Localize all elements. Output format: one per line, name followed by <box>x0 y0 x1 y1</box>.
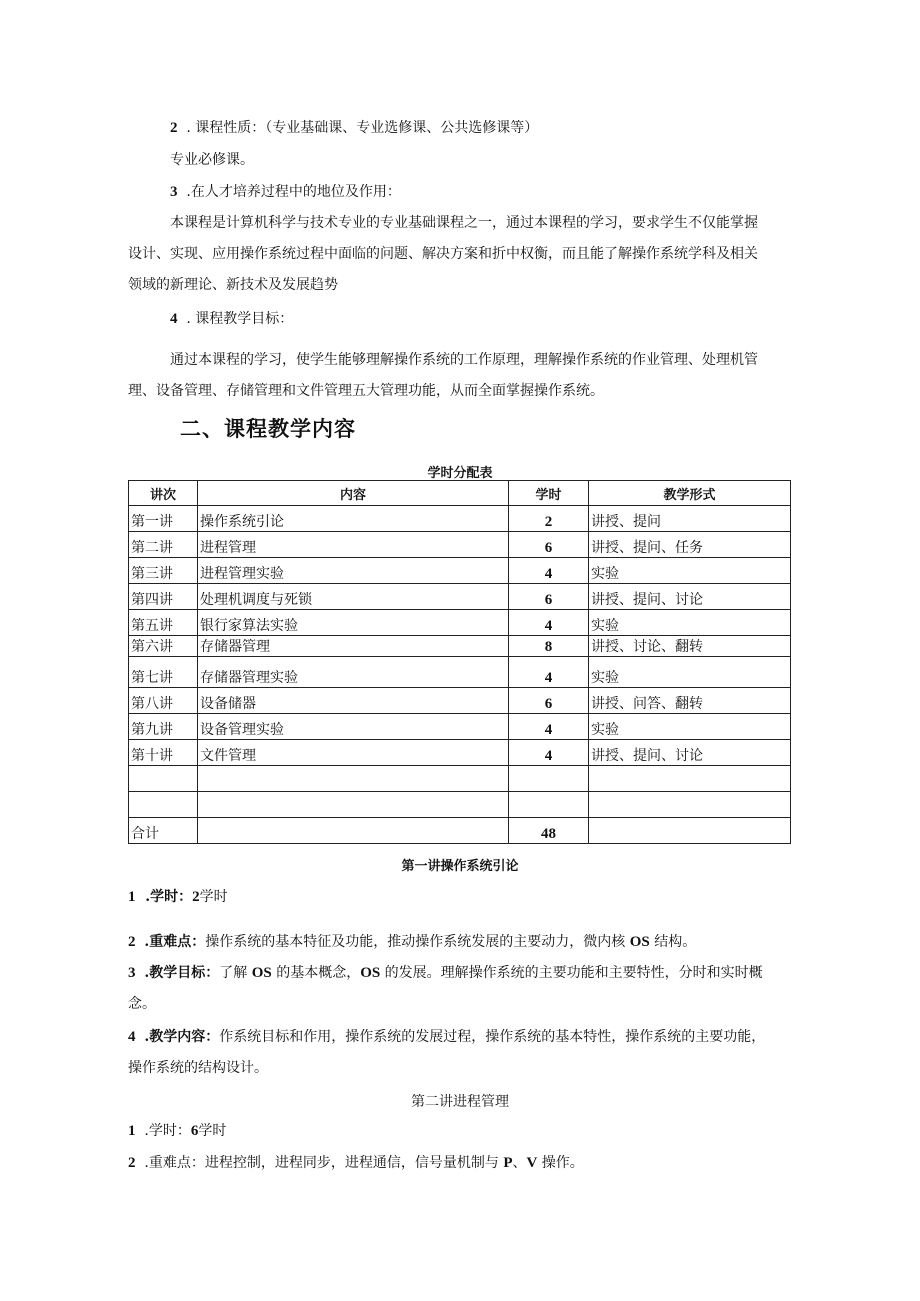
cell-hours: 4 <box>509 558 589 584</box>
cell-lecture <box>129 792 198 818</box>
cell-lecture: 第四讲 <box>129 584 198 610</box>
table-row <box>129 558 791 584</box>
table-row <box>129 636 791 657</box>
table-row <box>129 688 791 714</box>
lecture1-key-points: 2 .重难点：操作系统的基本特征及功能，推动操作系统发展的主要动力，微内核 OS 结构。 <box>128 934 697 950</box>
item-number: 4 <box>170 311 178 327</box>
course-goal-line <box>170 309 293 329</box>
section-heading: 二、课程教学内容 <box>180 417 356 441</box>
course-role-line <box>170 182 401 202</box>
table-row <box>129 584 791 610</box>
cell-teaching-form: 讲授、提问、讨论 <box>589 584 791 610</box>
cell-hours: 2 <box>509 506 589 532</box>
cell-hours: 6 <box>509 688 589 714</box>
cell-content: 存储器管理实验 <box>198 657 509 688</box>
cell-teaching-form: 讲授、提问、任务 <box>589 532 791 558</box>
lecture1-objectives-cont: 念。 <box>128 996 156 1012</box>
table-row <box>129 657 791 688</box>
cell-lecture: 第二讲 <box>129 532 198 558</box>
table-row <box>129 818 791 844</box>
lecture2-hours: 1 .学时：6学时 <box>128 1123 227 1139</box>
course-nature-line <box>170 118 538 138</box>
cell-content: 操作系统引论 <box>198 506 509 532</box>
lecture1-title: 第一讲操作系统引论 <box>401 859 519 874</box>
header-content: 内容 <box>198 481 509 506</box>
hours-allocation-table <box>128 480 791 844</box>
cell-lecture: 合计 <box>129 818 198 844</box>
lecture2-title: 第二讲进程管理 <box>411 1094 509 1110</box>
cell-teaching-form: 讲授、讨论、翻转 <box>589 636 791 657</box>
cell-lecture: 第三讲 <box>129 558 198 584</box>
cell-teaching-form <box>589 766 791 792</box>
cell-teaching-form: 实验 <box>589 714 791 740</box>
cell-hours <box>509 792 589 818</box>
item-number: 3 <box>170 184 178 200</box>
cell-teaching-form: 实验 <box>589 657 791 688</box>
course-role-paragraph-line-2: 设计、实现、应用操作系统过程中面临的问题、解决方案和折中权衡，而且能了解操作系统学科及相关 <box>128 246 758 262</box>
lecture1-hours: 1 .学时：2学时 <box>128 889 228 905</box>
table-row <box>129 792 791 818</box>
course-goal-paragraph-line-1: 通过本课程的学习，使学生能够理解操作系统的工作原理，理解操作系统的作业管理、处理机管 <box>170 352 758 368</box>
cell-hours: 6 <box>509 532 589 558</box>
course-goal-label: . 课程教学目标： <box>186 311 294 327</box>
cell-teaching-form: 实验 <box>589 558 791 584</box>
cell-content <box>198 818 509 844</box>
course-role-label: .在人才培养过程中的地位及作用： <box>186 184 401 200</box>
table-row <box>129 714 791 740</box>
table-caption: 学时分配表 <box>427 466 493 481</box>
cell-hours <box>509 766 589 792</box>
lecture1-objectives: 3 .教学目标：了解 OS 的基本概念，OS 的发展。理解操作系统的主要功能和主要特性，分时和实时概 <box>128 965 763 981</box>
item-number: 2 <box>170 120 178 136</box>
course-nature-label: . 课程性质：（专业基础课、专业选修课、公共选修课等） <box>186 120 539 136</box>
cell-hours: 4 <box>509 610 589 636</box>
cell-lecture: 第五讲 <box>129 610 198 636</box>
cell-teaching-form: 讲授、提问 <box>589 506 791 532</box>
cell-lecture <box>129 766 198 792</box>
table-row <box>129 740 791 766</box>
cell-teaching-form: 实验 <box>589 610 791 636</box>
course-role-paragraph-line-3: 领域的新理论、新技术及发展趋势 <box>128 277 338 293</box>
cell-content <box>198 766 509 792</box>
lecture1-content-cont: 操作系统的结构设计。 <box>128 1060 268 1076</box>
cell-content: 文件管理 <box>198 740 509 766</box>
cell-hours: 48 <box>509 818 589 844</box>
table-row <box>129 766 791 792</box>
cell-content <box>198 792 509 818</box>
cell-teaching-form: 讲授、问答、翻转 <box>589 688 791 714</box>
cell-lecture: 第七讲 <box>129 657 198 688</box>
cell-teaching-form <box>589 792 791 818</box>
cell-hours: 4 <box>509 740 589 766</box>
cell-teaching-form <box>589 818 791 844</box>
course-goal-paragraph-line-2: 理、设备管理、存储管理和文件管理五大管理功能，从而全面掌握操作系统。 <box>128 383 604 399</box>
cell-hours: 6 <box>509 584 589 610</box>
table-header-row <box>129 481 791 506</box>
cell-lecture: 第八讲 <box>129 688 198 714</box>
cell-hours: 4 <box>509 657 589 688</box>
cell-lecture: 第一讲 <box>129 506 198 532</box>
header-lecture: 讲次 <box>129 481 198 506</box>
cell-content: 进程管理 <box>198 532 509 558</box>
cell-content: 存储器管理 <box>198 636 509 657</box>
course-nature-answer: 专业必修课。 <box>170 152 254 168</box>
cell-lecture: 第九讲 <box>129 714 198 740</box>
cell-teaching-form: 讲授、提问、讨论 <box>589 740 791 766</box>
cell-lecture: 第六讲 <box>129 636 198 657</box>
cell-hours: 4 <box>509 714 589 740</box>
cell-content: 处理机调度与死锁 <box>198 584 509 610</box>
table-row <box>129 506 791 532</box>
cell-content: 设备管理实验 <box>198 714 509 740</box>
cell-content: 设备储器 <box>198 688 509 714</box>
header-teaching-form: 教学形式 <box>589 481 791 506</box>
table-row <box>129 610 791 636</box>
header-hours: 学时 <box>509 481 589 506</box>
cell-hours: 8 <box>509 636 589 657</box>
cell-content: 银行家算法实验 <box>198 610 509 636</box>
lecture1-content: 4 .教学内容：作系统目标和作用，操作系统的发展过程，操作系统的基本特性，操作系统的主要功能， <box>128 1029 766 1045</box>
cell-content: 进程管理实验 <box>198 558 509 584</box>
lecture2-key-points: 2 .重难点：进程控制，进程同步，进程通信，信号量机制与 P、V 操作。 <box>128 1155 584 1171</box>
table-row <box>129 532 791 558</box>
course-role-paragraph-line-1: 本课程是计算机科学与技术专业的专业基础课程之一，通过本课程的学习，要求学生不仅能掌握 <box>170 215 758 231</box>
cell-lecture: 第十讲 <box>129 740 198 766</box>
